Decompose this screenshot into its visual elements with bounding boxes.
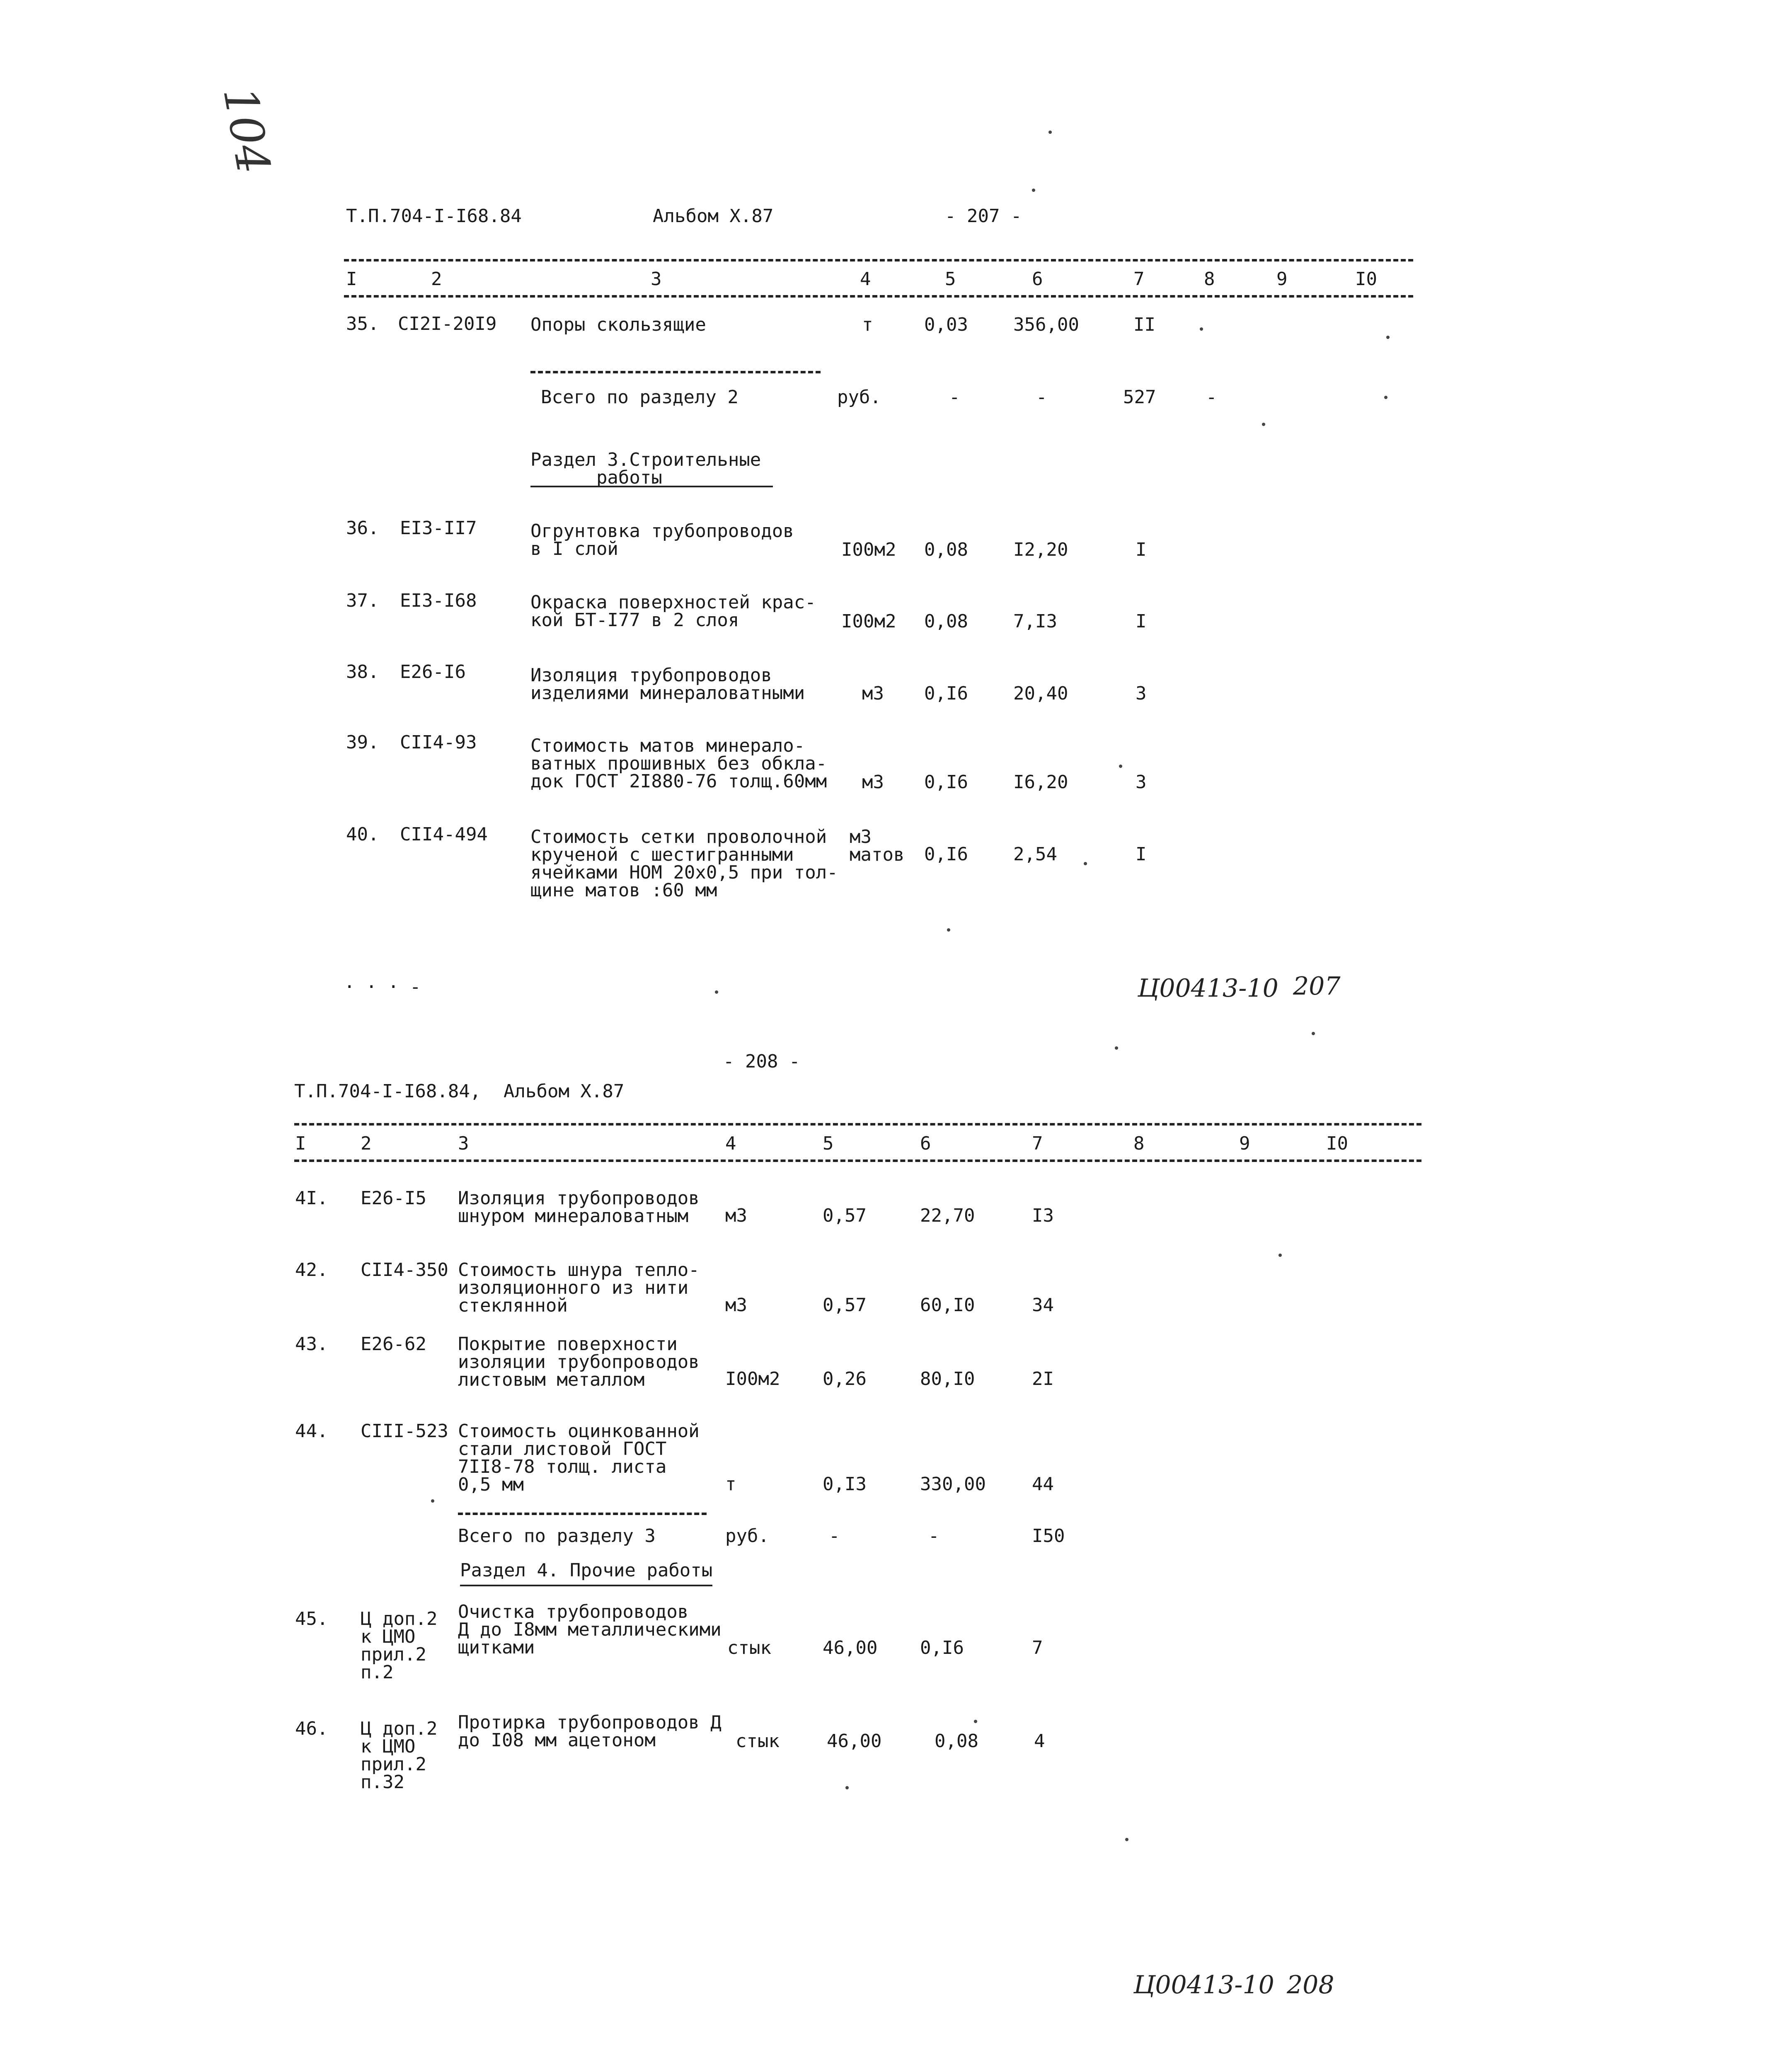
page1-subtotal-unit: руб. — [837, 387, 881, 408]
table-row-name: Протирка трубопроводов Д до I08 мм ацетоном — [458, 1712, 722, 1751]
table-row-total: 2I — [1032, 1368, 1054, 1389]
table-row-num: 39. — [346, 732, 379, 753]
table-row-name: Стоимость матов минерало- ватных прошивных без обкла- док ГОСТ 2I880-76 толщ.60мм — [530, 735, 827, 792]
page2-col-9: 9 — [1239, 1133, 1250, 1154]
table-row-num: 46. — [295, 1718, 328, 1739]
page2-header-top-rule — [294, 1123, 1421, 1126]
table-row-total: 7 — [1032, 1637, 1043, 1658]
table-row-unit: м3 — [862, 772, 884, 793]
page2-col-4: 4 — [725, 1133, 736, 1154]
table-row-code: Ц доп.2 к ЦМО прил.2 п.32 — [361, 1718, 438, 1793]
page2-subtotal-unit: руб. — [725, 1525, 769, 1547]
page2-page-number: - 208 - — [723, 1051, 800, 1072]
table-row-qty: 0,I6 — [924, 844, 968, 865]
table-row-code: CI2I-20I9 — [398, 313, 497, 334]
table-row-code: CIII-523 — [361, 1421, 448, 1442]
page1-col-9: 9 — [1276, 269, 1288, 290]
table-row-total: I3 — [1032, 1205, 1054, 1226]
scan-speck — [845, 1786, 849, 1789]
page1-page-number: - 207 - — [945, 206, 1022, 227]
table-row-total: 3 — [1136, 683, 1147, 704]
table-row-total: I — [1136, 844, 1147, 865]
table-row-qty: 0,I3 — [823, 1474, 867, 1495]
page2-doc-code: Т.П.704-I-I68.84, — [294, 1081, 481, 1102]
table-row-num: 44. — [295, 1421, 328, 1442]
table-row-price: 2,54 — [1013, 844, 1057, 865]
table-row-qty: 0,03 — [924, 314, 968, 335]
page1-col-3: 3 — [651, 269, 662, 290]
table-row-total: 34 — [1032, 1295, 1054, 1316]
page1-album: Альбом X.87 — [653, 206, 774, 227]
table-row-num: 45. — [295, 1608, 328, 1629]
page1-col-6: 6 — [1032, 269, 1043, 290]
table-row-qty: 0,57 — [823, 1205, 867, 1226]
page2-stamp-code: Ц00413-10 — [1133, 1970, 1274, 1999]
table-row-total: II — [1133, 314, 1155, 335]
table-row-name: Стоимость шнура тепло- изоляционного из нити стеклянной — [458, 1259, 700, 1316]
table-row-name: Опоры скользящие — [530, 314, 706, 335]
scan-speck — [1032, 189, 1035, 192]
scan-speck — [974, 1720, 977, 1723]
scan-speck — [431, 1499, 434, 1503]
scan-speck — [1262, 423, 1265, 426]
scan-speck — [1384, 396, 1387, 399]
table-row-unit: стык — [736, 1731, 780, 1752]
table-row-qty: 0,08 — [924, 539, 968, 560]
table-row-name: Огрунтовка трубопроводов в I слой — [530, 520, 794, 559]
table-row-qty: 0,57 — [823, 1295, 867, 1316]
table-row-price: 7,I3 — [1013, 611, 1057, 632]
table-row-price: 0,08 — [935, 1731, 978, 1752]
table-row-total: I — [1136, 611, 1147, 632]
table-row-code: CII4-93 — [400, 732, 477, 753]
page1-section-title-underline — [530, 486, 773, 487]
page1-subtotal-extra: - — [1206, 387, 1217, 408]
table-row-num: 35. — [346, 313, 379, 334]
page2-stamp-page: 208 — [1287, 1970, 1334, 1999]
table-row-price: 330,00 — [920, 1474, 986, 1495]
table-row-num: 40. — [346, 824, 379, 845]
table-row-name: Окраска поверхностей крас- кой БТ-I77 в 2 слоя — [530, 592, 816, 631]
page1-col-8: 8 — [1204, 269, 1215, 290]
page1-col-2: 2 — [431, 269, 442, 290]
table-row-price: 0,I6 — [920, 1637, 964, 1658]
table-row-name: Стоимость сетки проволочной крученой с шестигранными ячейками НОМ 20х0,5 при тол- щине матов :60 мм — [530, 826, 838, 901]
page2-col-6: 6 — [920, 1133, 931, 1154]
table-row-qty: 46,00 — [827, 1731, 882, 1752]
page2-col-10: I0 — [1326, 1133, 1348, 1154]
table-row-unit: I00м2 — [725, 1368, 780, 1389]
page1-header-bottom-rule — [344, 295, 1413, 298]
page2-col-2: 2 — [361, 1133, 372, 1154]
table-row-name: Изоляция трубопроводов изделиями минераловатными — [530, 665, 805, 704]
page2-col-1: I — [295, 1133, 306, 1154]
table-row-unit: м3 — [725, 1295, 747, 1316]
table-row-total: 3 — [1136, 772, 1147, 793]
table-row-code: EI3-I68 — [400, 590, 477, 611]
table-row-qty: 0,I6 — [924, 772, 968, 793]
table-row-price: I2,20 — [1013, 539, 1068, 560]
table-row-price: 60,I0 — [920, 1295, 975, 1316]
page1-col-10: I0 — [1355, 269, 1377, 290]
page2-col-5: 5 — [823, 1133, 834, 1154]
table-row-unit: т — [725, 1474, 736, 1495]
page2-col-8: 8 — [1133, 1133, 1145, 1154]
page1-col-7: 7 — [1133, 269, 1145, 290]
table-row-price: 22,70 — [920, 1205, 975, 1226]
table-row-num: 38. — [346, 661, 379, 683]
table-row-price: 356,00 — [1013, 314, 1079, 335]
table-row-qty: 0,26 — [823, 1368, 867, 1389]
page1-subtotal-rule — [530, 371, 821, 373]
page2-subtotal-qty: - — [829, 1525, 840, 1547]
table-row-name: Покрытие поверхности изоляции трубопроводов листовым металлом — [458, 1334, 700, 1390]
page1-subtotal-total: 527 — [1123, 387, 1156, 408]
scan-speck — [1278, 1254, 1282, 1257]
page1-subtotal-price: - — [1036, 387, 1047, 408]
table-row-qty: 46,00 — [823, 1637, 878, 1658]
page2-album: Альбом X.87 — [504, 1081, 625, 1102]
scan-speck — [1200, 327, 1203, 331]
page2-subtotal-label: Всего по разделу 3 — [458, 1525, 656, 1547]
table-row-num: 43. — [295, 1334, 328, 1355]
table-row-code: E26-62 — [361, 1334, 426, 1355]
table-row-price: 20,40 — [1013, 683, 1068, 704]
table-row-name: Изоляция трубопроводов шнуром минераловатным — [458, 1188, 700, 1227]
table-row-name: Стоимость оцинкованной стали листовой ГОСТ 7II8-78 толщ. листа 0,5 мм — [458, 1421, 700, 1495]
page1-footer-dots: · · · - — [344, 976, 421, 997]
table-row-code: CII4-350 — [361, 1259, 448, 1280]
page2-col-3: 3 — [458, 1133, 469, 1154]
table-row-total: I — [1136, 539, 1147, 560]
table-row-qty: 0,08 — [924, 611, 968, 632]
page1-col-5: 5 — [945, 269, 956, 290]
table-row-code: CII4-494 — [400, 824, 488, 845]
page2-subtotal-rule — [458, 1513, 707, 1515]
scan-speck — [1312, 1032, 1315, 1035]
table-row-code: E26-I6 — [400, 661, 466, 683]
table-row-total: 4 — [1034, 1731, 1045, 1752]
table-row-unit: м3 матов — [850, 826, 905, 865]
table-row-unit: стык — [727, 1637, 771, 1658]
table-row-price: 80,I0 — [920, 1368, 975, 1389]
table-row-code: E26-I5 — [361, 1188, 426, 1209]
table-row-num: 42. — [295, 1259, 328, 1280]
table-row-code: EI3-II7 — [400, 518, 477, 539]
table-row-num: 36. — [346, 518, 379, 539]
page1-stamp-page: 207 — [1293, 972, 1341, 1001]
table-row-unit: т — [862, 314, 873, 335]
scan-speck — [1119, 765, 1122, 768]
table-row-unit: I00м2 — [841, 539, 896, 560]
page1-col-4: 4 — [860, 269, 871, 290]
scan-speck — [1084, 862, 1087, 865]
scan-speck — [947, 928, 950, 932]
page1-subtotal-qty: - — [949, 387, 960, 408]
page1-stamp-code: Ц00413-10 — [1138, 974, 1278, 1003]
table-row-unit: I00м2 — [841, 611, 896, 632]
page1-doc-code: Т.П.704-I-I68.84 — [346, 206, 522, 227]
margin-handwritten-number: 104 — [213, 83, 281, 178]
page2-header-bottom-rule — [294, 1159, 1421, 1162]
page1-section-title: Раздел 3.Строительные работы — [530, 449, 761, 488]
table-row-num: 37. — [346, 590, 379, 611]
scan-speck — [1125, 1838, 1128, 1841]
table-row-total: 44 — [1032, 1474, 1054, 1495]
table-row-code: Ц доп.2 к ЦМО прил.2 п.2 — [361, 1608, 438, 1683]
page2-subtotal-total: I50 — [1032, 1525, 1065, 1547]
page1-subtotal-label: Всего по разделу 2 — [541, 387, 739, 408]
page2-col-7: 7 — [1032, 1133, 1043, 1154]
page2-subtotal-price: - — [928, 1525, 939, 1547]
table-row-unit: м3 — [862, 683, 884, 704]
page2-section-title: Раздел 4. Прочие работы — [460, 1561, 712, 1586]
page1-header-top-rule — [344, 259, 1413, 261]
scan-speck — [1115, 1046, 1118, 1050]
table-row-price: I6,20 — [1013, 772, 1068, 793]
page1-col-1: I — [346, 269, 357, 290]
table-row-unit: м3 — [725, 1205, 747, 1226]
scan-speck — [715, 990, 718, 994]
table-row-num: 4I. — [295, 1188, 328, 1209]
table-row-name: Очистка трубопроводов Д до I8мм металлическими щитками — [458, 1601, 722, 1658]
scan-speck — [1048, 131, 1052, 134]
scan-speck — [1386, 336, 1390, 339]
table-row-qty: 0,I6 — [924, 683, 968, 704]
